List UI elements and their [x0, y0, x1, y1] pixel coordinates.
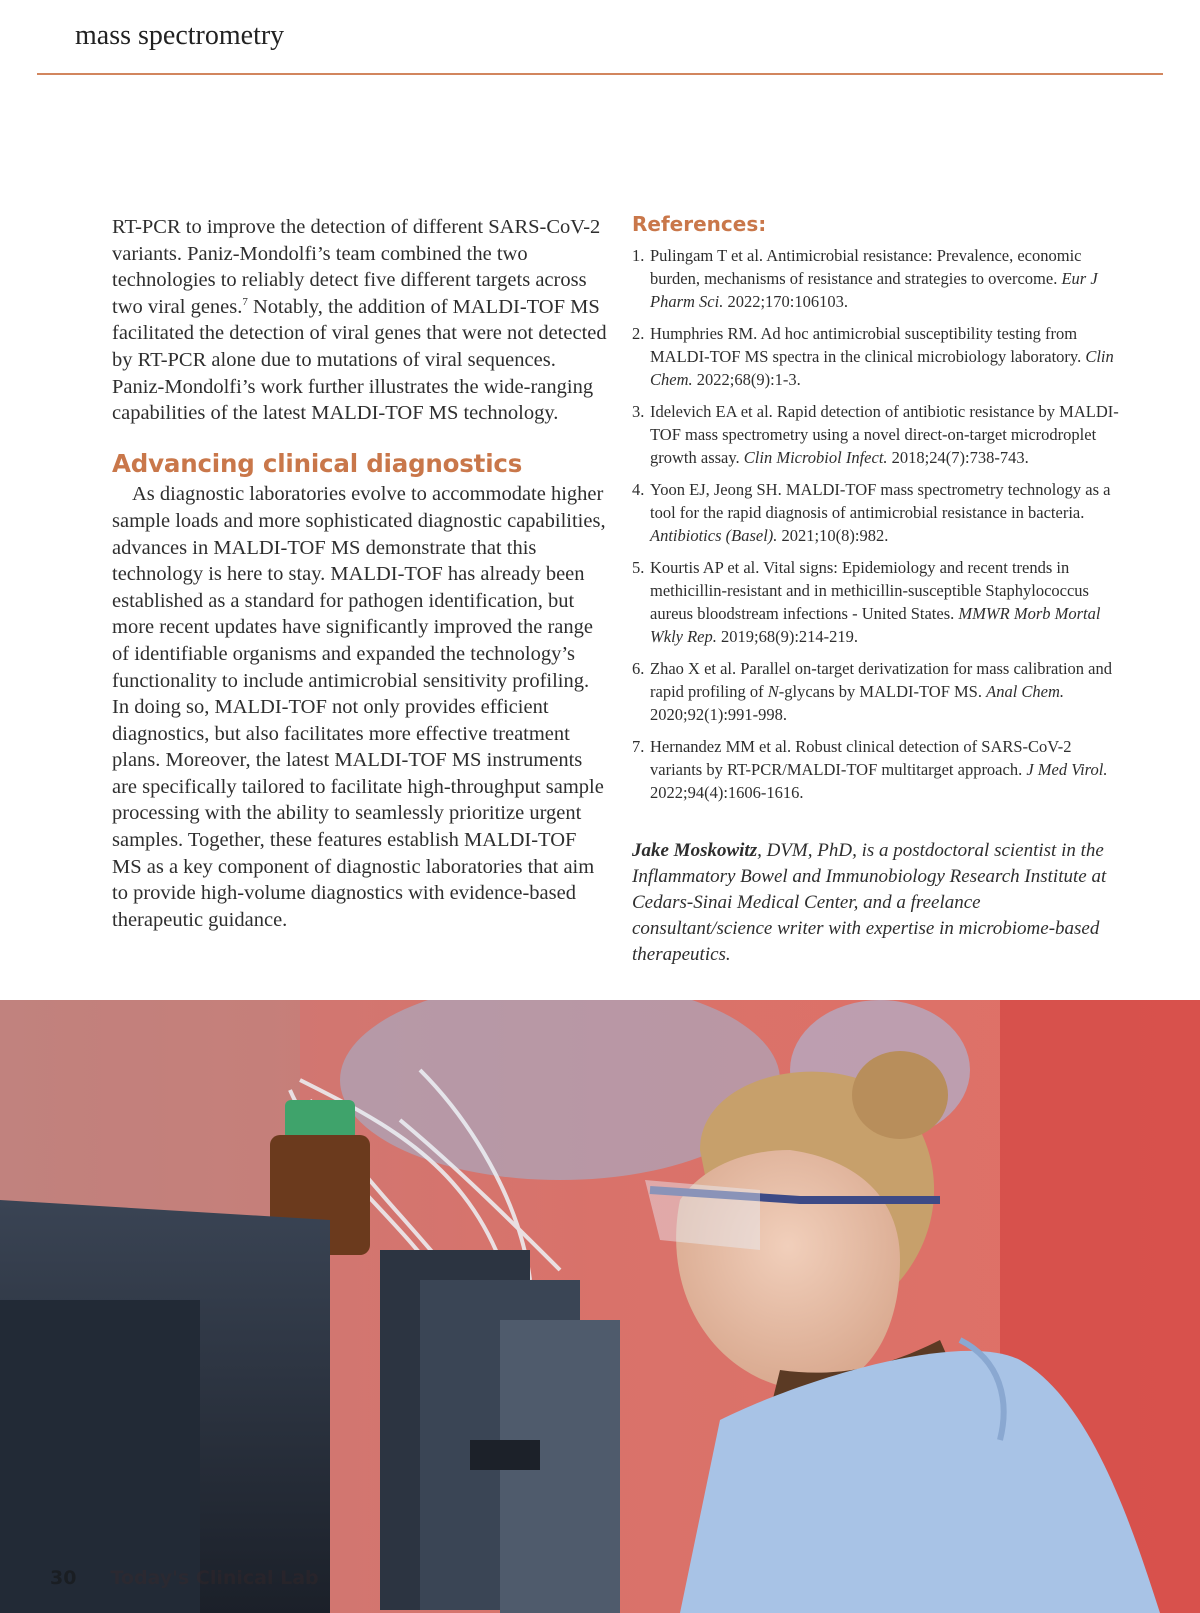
- page-number: 30: [50, 1567, 77, 1589]
- author-bio-text: , DVM, PhD, is a postdoctoral scientist in the Inflammatory Bowel and Immunobiology Research Institute at Cedars-Sinai Medical Center, and a freelance consultant/science writer with expertise in microbiome-based therapeutics.: [632, 840, 1107, 965]
- article-paragraph-2: As diagnostic laboratories evolve to accommodate higher sample loads and more sophisticated diagnostic capabilities, advances in MALDI-TOF MS demonstrate that this technology is here to stay. MALDI-TOF has already been established as a standard for pathogen identification, but more recent updates have significantly improved the range of identifiable organisms and expanded the technology’s functionality to include antimicrobial sensitivity profiling. In doing so, MALDI-TOF not only provides efficient diagnostics, but also facilitates more effective treatment plans. Moreover, the latest MALDI-TOF MS instruments are specifically tailored to facilitate high-throughput sample processing with the ability to seamlessly prioritize urgent samples. Together, these features establish MALDI-TOF MS as a key component of diagnostic laboratories that aim to provide high-volume diagnostics with evidence-based therapeutic guidance.: [112, 483, 606, 931]
- article-body: [112, 214, 610, 933]
- section-heading: Advancing clinical diagnostics: [112, 448, 523, 478]
- reference-item: 4. Yoon EJ, Jeong SH. MALDI-TOF mass spectrometry technology as a tool for the rapid diagnosis of antimicrobial resistance in bacteria. Antibiotics (Basel). 2021;10(8):982.: [632, 480, 1111, 545]
- page-footer: [50, 1567, 319, 1589]
- reference-item: 1. Pulingam T et al. Antimicrobial resistance: Prevalence, economic burden, mechanisms of resistance and strategies to overcome. Eur J Pharm Sci. 2022;170:106103.: [632, 246, 1098, 311]
- paragraph-text: RT-PCR to improve the detection of different SARS-CoV-2 variants. Paniz-Mondolfi’s team combined the two technologies to reliably detect five different targets across two viral genes.: [112, 216, 601, 318]
- hair-bun: [852, 1051, 948, 1139]
- header-divider: [37, 73, 1163, 75]
- reference-item: 7. Hernandez MM et al. Robust clinical detection of SARS-CoV-2 variants by RT-PCR/MALDI-TOF multitarget approach. J Med Virol. 2022;94(4):1606-1616.: [632, 737, 1108, 802]
- magazine-name: Today's Clinical Lab: [110, 1567, 319, 1589]
- author-name: Jake Moskowitz: [632, 840, 758, 861]
- references-title: References:: [632, 212, 767, 236]
- paragraph-text: Notably, the addition of MALDI-TOF MS facilitated the detection of viral genes that were not detected by RT-PCR alone due to mutations of viral sequences. Paniz-Mondolfi’s work further illustrates the wide-ranging capabilities of the latest MALDI-TOF MS technology.: [112, 295, 607, 425]
- references-column: [632, 212, 1122, 987]
- section-header: mass spectrometry: [75, 20, 285, 51]
- lab-photo: [0, 1000, 1200, 1613]
- footnote-marker: 7: [242, 295, 248, 308]
- reference-item: 5. Kourtis AP et al. Vital signs: Epidemiology and recent trends in methicillin-resistant and in methicillin-susceptible Staphylococcus aureus bloodstream infections - United States. MMWR Morb Mortal Wkly Rep. 2019;68(9):214-219.: [632, 558, 1101, 646]
- reference-item: 2. Humphries RM. Ad hoc antimicrobial susceptibility testing from MALDI-TOF MS spectra in the clinical microbiology laboratory. Clin Chem. 2022;68(9):1-3.: [632, 324, 1114, 389]
- reference-item: 3. Idelevich EA et al. Rapid detection of antibiotic resistance by MALDI-TOF mass spectrometry using a novel direct-on-target microdroplet growth assay. Clin Microbiol Infect. 2018;24(7):738-743.: [632, 402, 1119, 467]
- references-list: [632, 244, 1122, 804]
- bottle-cap: [285, 1100, 355, 1140]
- author-bio: [632, 838, 1122, 968]
- article-paragraph-1: [112, 214, 610, 427]
- reference-item: 6. Zhao X et al. Parallel on-target derivatization for mass calibration and rapid profiling of N-glycans by MALDI-TOF MS. Anal Chem. 2020;92(1):991-998.: [632, 659, 1112, 724]
- lab-scientist-illustration: [0, 1000, 1200, 1613]
